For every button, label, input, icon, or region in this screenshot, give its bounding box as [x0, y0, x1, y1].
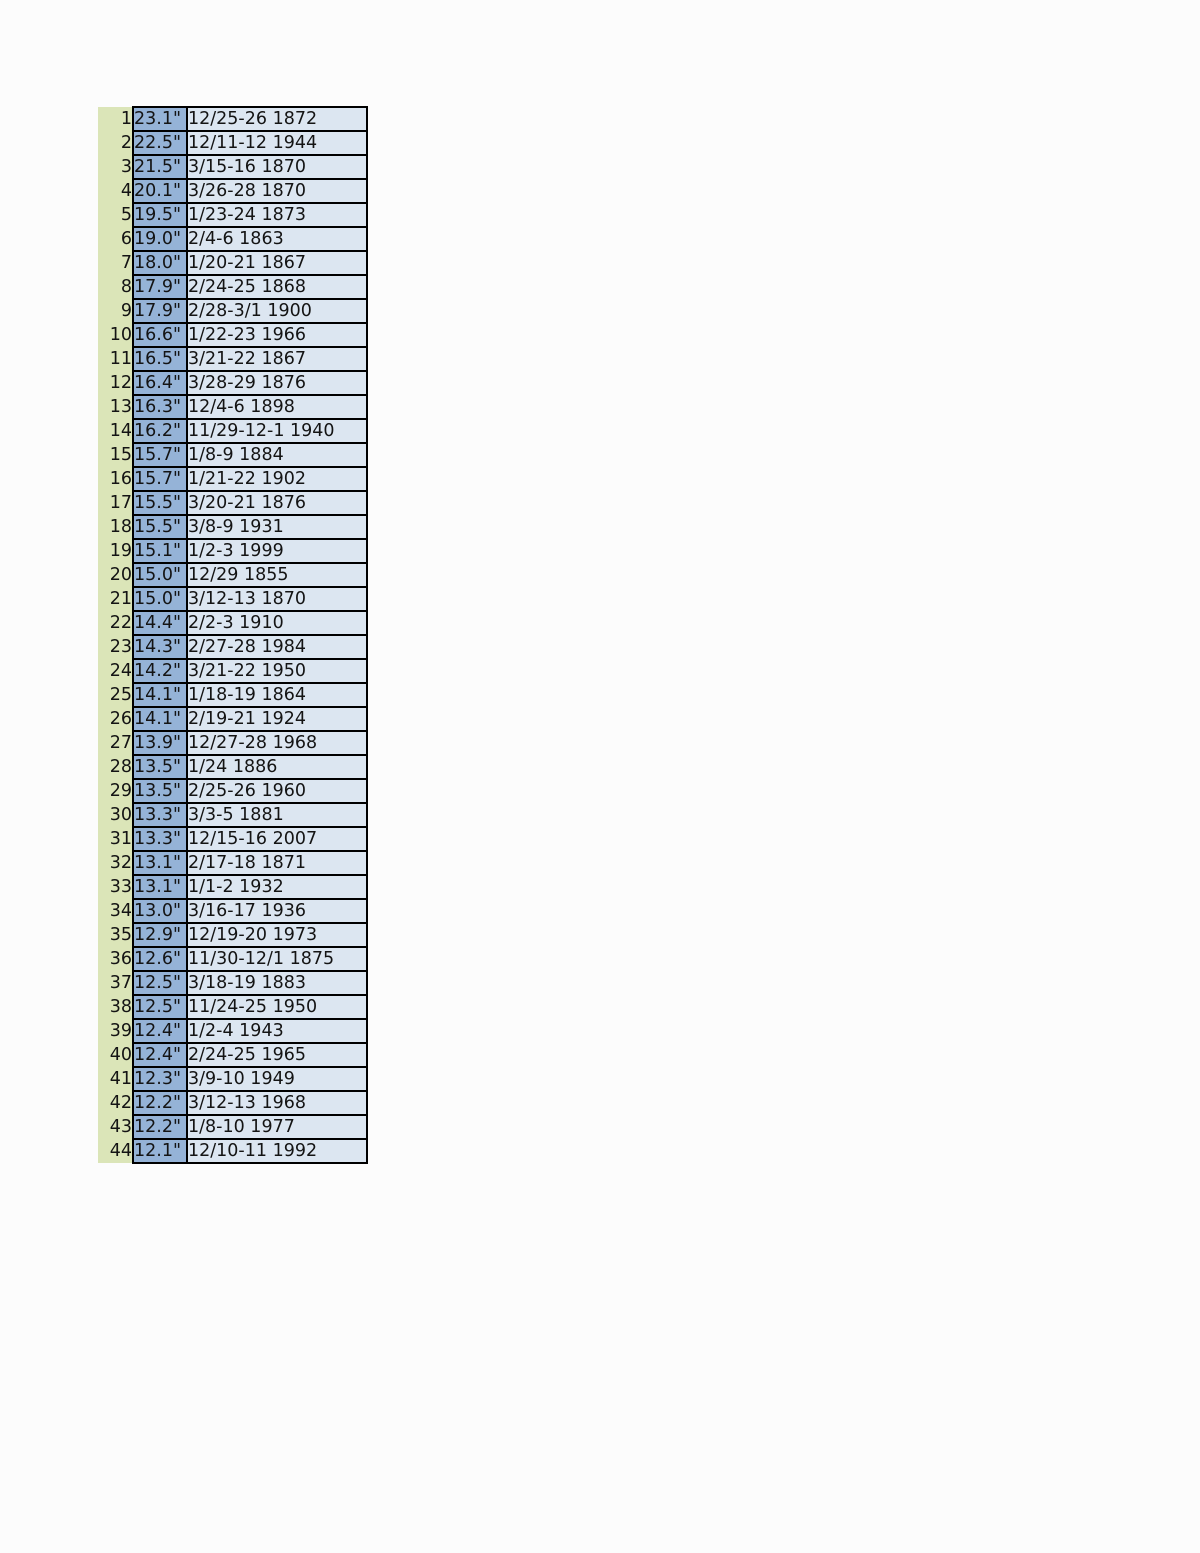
- snowfall-amount-cell: 13.1": [133, 851, 187, 875]
- snowfall-amount-cell: 12.5": [133, 995, 187, 1019]
- snowfall-amount-cell: 12.1": [133, 1139, 187, 1163]
- snowfall-amount-cell: 12.9": [133, 923, 187, 947]
- date-cell: 2/24-25 1868: [187, 275, 367, 299]
- snowfall-table: [98, 106, 368, 1164]
- table-row: [98, 1067, 367, 1091]
- snowfall-amount-cell: 18.0": [133, 251, 187, 275]
- rank-cell: 6: [98, 227, 133, 251]
- rank-cell: 26: [98, 707, 133, 731]
- rank-cell: 32: [98, 851, 133, 875]
- snowfall-table-container: [98, 106, 368, 1164]
- table-row: [98, 299, 367, 323]
- date-cell: 2/24-25 1965: [187, 1043, 367, 1067]
- snowfall-amount-cell: 14.2": [133, 659, 187, 683]
- date-cell: 3/26-28 1870: [187, 179, 367, 203]
- table-row: [98, 635, 367, 659]
- table-row: [98, 1019, 367, 1043]
- date-cell: 1/22-23 1966: [187, 323, 367, 347]
- date-cell: 12/10-11 1992: [187, 1139, 367, 1163]
- table-row: [98, 539, 367, 563]
- table-row: [98, 611, 367, 635]
- snowfall-table-body: [98, 107, 367, 1163]
- table-row: [98, 563, 367, 587]
- snowfall-amount-cell: 12.4": [133, 1043, 187, 1067]
- rank-cell: 27: [98, 731, 133, 755]
- table-row: [98, 899, 367, 923]
- table-row: [98, 1091, 367, 1115]
- table-row: [98, 491, 367, 515]
- table-row: [98, 755, 367, 779]
- table-row: [98, 371, 367, 395]
- date-cell: 12/11-12 1944: [187, 131, 367, 155]
- rank-cell: 38: [98, 995, 133, 1019]
- rank-cell: 1: [98, 107, 133, 131]
- rank-cell: 21: [98, 587, 133, 611]
- table-row: [98, 851, 367, 875]
- snowfall-amount-cell: 15.1": [133, 539, 187, 563]
- table-row: [98, 275, 367, 299]
- snowfall-amount-cell: 13.3": [133, 827, 187, 851]
- rank-cell: 16: [98, 467, 133, 491]
- date-cell: 12/19-20 1973: [187, 923, 367, 947]
- snowfall-amount-cell: 13.3": [133, 803, 187, 827]
- snowfall-amount-cell: 16.3": [133, 395, 187, 419]
- rank-cell: 40: [98, 1043, 133, 1067]
- snowfall-amount-cell: 14.4": [133, 611, 187, 635]
- snowfall-amount-cell: 17.9": [133, 299, 187, 323]
- table-row: [98, 515, 367, 539]
- rank-cell: 29: [98, 779, 133, 803]
- rank-cell: 15: [98, 443, 133, 467]
- table-row: [98, 179, 367, 203]
- date-cell: 1/23-24 1873: [187, 203, 367, 227]
- snowfall-amount-cell: 16.5": [133, 347, 187, 371]
- rank-cell: 43: [98, 1115, 133, 1139]
- date-cell: 3/20-21 1876: [187, 491, 367, 515]
- date-cell: 12/4-6 1898: [187, 395, 367, 419]
- snowfall-amount-cell: 19.5": [133, 203, 187, 227]
- date-cell: 3/18-19 1883: [187, 971, 367, 995]
- rank-cell: 36: [98, 947, 133, 971]
- date-cell: 3/28-29 1876: [187, 371, 367, 395]
- date-cell: 1/18-19 1864: [187, 683, 367, 707]
- table-row: [98, 587, 367, 611]
- rank-cell: 37: [98, 971, 133, 995]
- table-row: [98, 995, 367, 1019]
- snowfall-amount-cell: 13.1": [133, 875, 187, 899]
- date-cell: 1/21-22 1902: [187, 467, 367, 491]
- table-row: [98, 155, 367, 179]
- snowfall-amount-cell: 23.1": [133, 107, 187, 131]
- table-row: [98, 203, 367, 227]
- date-cell: 3/9-10 1949: [187, 1067, 367, 1091]
- snowfall-amount-cell: 17.9": [133, 275, 187, 299]
- table-row: [98, 947, 367, 971]
- table-row: [98, 659, 367, 683]
- snowfall-amount-cell: 15.7": [133, 443, 187, 467]
- table-row: [98, 707, 367, 731]
- rank-cell: 9: [98, 299, 133, 323]
- rank-cell: 11: [98, 347, 133, 371]
- table-row: [98, 827, 367, 851]
- table-row: [98, 923, 367, 947]
- snowfall-amount-cell: 13.5": [133, 755, 187, 779]
- snowfall-amount-cell: 12.2": [133, 1115, 187, 1139]
- date-cell: 1/20-21 1867: [187, 251, 367, 275]
- date-cell: 3/8-9 1931: [187, 515, 367, 539]
- rank-cell: 41: [98, 1067, 133, 1091]
- date-cell: 3/12-13 1968: [187, 1091, 367, 1115]
- rank-cell: 4: [98, 179, 133, 203]
- rank-cell: 30: [98, 803, 133, 827]
- table-row: [98, 395, 367, 419]
- table-row: [98, 779, 367, 803]
- table-row: [98, 443, 367, 467]
- date-cell: 11/30-12/1 1875: [187, 947, 367, 971]
- table-row: [98, 803, 367, 827]
- rank-cell: 8: [98, 275, 133, 299]
- rank-cell: 25: [98, 683, 133, 707]
- snowfall-amount-cell: 15.0": [133, 587, 187, 611]
- date-cell: 2/17-18 1871: [187, 851, 367, 875]
- table-row: [98, 467, 367, 491]
- rank-cell: 24: [98, 659, 133, 683]
- snowfall-amount-cell: 19.0": [133, 227, 187, 251]
- rank-cell: 28: [98, 755, 133, 779]
- table-row: [98, 1139, 367, 1163]
- rank-cell: 22: [98, 611, 133, 635]
- table-row: [98, 1115, 367, 1139]
- table-row: [98, 107, 367, 131]
- date-cell: 1/8-9 1884: [187, 443, 367, 467]
- rank-cell: 33: [98, 875, 133, 899]
- table-row: [98, 419, 367, 443]
- snowfall-amount-cell: 12.6": [133, 947, 187, 971]
- snowfall-amount-cell: 16.4": [133, 371, 187, 395]
- date-cell: 12/15-16 2007: [187, 827, 367, 851]
- date-cell: 2/2-3 1910: [187, 611, 367, 635]
- rank-cell: 44: [98, 1139, 133, 1163]
- date-cell: 3/16-17 1936: [187, 899, 367, 923]
- snowfall-amount-cell: 16.6": [133, 323, 187, 347]
- date-cell: 1/8-10 1977: [187, 1115, 367, 1139]
- snowfall-amount-cell: 12.3": [133, 1067, 187, 1091]
- snowfall-amount-cell: 22.5": [133, 131, 187, 155]
- date-cell: 2/28-3/1 1900: [187, 299, 367, 323]
- rank-cell: 23: [98, 635, 133, 659]
- date-cell: 2/4-6 1863: [187, 227, 367, 251]
- table-row: [98, 875, 367, 899]
- date-cell: 3/12-13 1870: [187, 587, 367, 611]
- snowfall-amount-cell: 21.5": [133, 155, 187, 179]
- rank-cell: 7: [98, 251, 133, 275]
- table-row: [98, 347, 367, 371]
- table-row: [98, 227, 367, 251]
- table-row: [98, 683, 367, 707]
- rank-cell: 2: [98, 131, 133, 155]
- date-cell: 11/29-12-1 1940: [187, 419, 367, 443]
- rank-cell: 20: [98, 563, 133, 587]
- rank-cell: 3: [98, 155, 133, 179]
- snowfall-amount-cell: 13.0": [133, 899, 187, 923]
- table-row: [98, 251, 367, 275]
- rank-cell: 42: [98, 1091, 133, 1115]
- table-row: [98, 131, 367, 155]
- rank-cell: 35: [98, 923, 133, 947]
- rank-cell: 17: [98, 491, 133, 515]
- snowfall-amount-cell: 14.1": [133, 683, 187, 707]
- rank-cell: 31: [98, 827, 133, 851]
- snowfall-amount-cell: 15.5": [133, 491, 187, 515]
- snowfall-amount-cell: 14.1": [133, 707, 187, 731]
- table-row: [98, 1043, 367, 1067]
- date-cell: 3/21-22 1950: [187, 659, 367, 683]
- date-cell: 12/25-26 1872: [187, 107, 367, 131]
- date-cell: 1/24 1886: [187, 755, 367, 779]
- rank-cell: 5: [98, 203, 133, 227]
- date-cell: 1/2-3 1999: [187, 539, 367, 563]
- snowfall-amount-cell: 12.2": [133, 1091, 187, 1115]
- snowfall-amount-cell: 20.1": [133, 179, 187, 203]
- snowfall-amount-cell: 13.5": [133, 779, 187, 803]
- snowfall-amount-cell: 15.5": [133, 515, 187, 539]
- date-cell: 1/1-2 1932: [187, 875, 367, 899]
- rank-cell: 13: [98, 395, 133, 419]
- date-cell: 12/27-28 1968: [187, 731, 367, 755]
- snowfall-amount-cell: 15.7": [133, 467, 187, 491]
- snowfall-amount-cell: 12.4": [133, 1019, 187, 1043]
- date-cell: 2/27-28 1984: [187, 635, 367, 659]
- date-cell: 2/19-21 1924: [187, 707, 367, 731]
- date-cell: 3/21-22 1867: [187, 347, 367, 371]
- snowfall-amount-cell: 13.9": [133, 731, 187, 755]
- snowfall-amount-cell: 14.3": [133, 635, 187, 659]
- rank-cell: 34: [98, 899, 133, 923]
- table-row: [98, 731, 367, 755]
- date-cell: 3/15-16 1870: [187, 155, 367, 179]
- date-cell: 3/3-5 1881: [187, 803, 367, 827]
- rank-cell: 39: [98, 1019, 133, 1043]
- date-cell: 12/29 1855: [187, 563, 367, 587]
- date-cell: 2/25-26 1960: [187, 779, 367, 803]
- rank-cell: 14: [98, 419, 133, 443]
- rank-cell: 19: [98, 539, 133, 563]
- rank-cell: 12: [98, 371, 133, 395]
- rank-cell: 10: [98, 323, 133, 347]
- date-cell: 11/24-25 1950: [187, 995, 367, 1019]
- snowfall-amount-cell: 15.0": [133, 563, 187, 587]
- table-row: [98, 971, 367, 995]
- table-row: [98, 323, 367, 347]
- snowfall-amount-cell: 12.5": [133, 971, 187, 995]
- snowfall-amount-cell: 16.2": [133, 419, 187, 443]
- rank-cell: 18: [98, 515, 133, 539]
- date-cell: 1/2-4 1943: [187, 1019, 367, 1043]
